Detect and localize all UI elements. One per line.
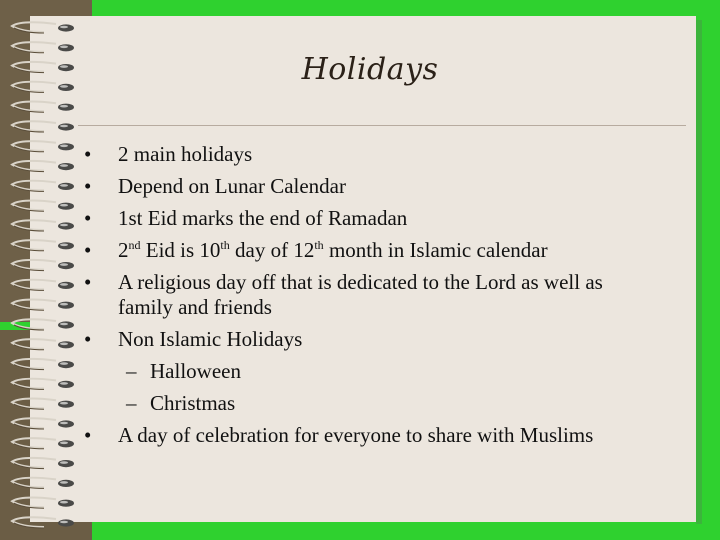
spiral-ring-icon: [12, 181, 74, 192]
spiral-ring-icon: [12, 339, 74, 350]
spiral-ring-icon: [12, 478, 74, 489]
dash-icon: –: [126, 359, 137, 383]
spiral-ring-icon: [12, 399, 74, 410]
list-item-text: A day of celebration for everyone to share with Muslims: [118, 423, 594, 447]
spiral-ring-icon: [12, 240, 74, 251]
spiral-ring-icon: [12, 22, 74, 33]
bullet-icon: •: [84, 174, 92, 198]
spiral-ring-icon: [12, 379, 74, 390]
spiral-ring-icon: [12, 260, 74, 271]
spiral-ring-icon: [12, 102, 74, 113]
bullet-icon: •: [84, 142, 92, 166]
spiral-ring-icon: [12, 220, 74, 231]
spiral-ring-icon: [12, 280, 74, 291]
list-item-text: 1st Eid marks the end of Ramadan: [118, 206, 408, 230]
spiral-ring-icon: [12, 438, 74, 449]
bullet-icon: •: [84, 238, 92, 262]
spiral-ring-icon: [12, 121, 74, 132]
slide-title: Holidays: [301, 52, 439, 87]
spiral-ring-icon: [12, 141, 74, 152]
list-item-text: A religious day off that is dedicated to the Lord as well as: [118, 270, 603, 294]
list-item-text: family and friends: [118, 295, 272, 319]
bullet-icon: •: [84, 270, 92, 294]
list-item-text: 2nd Eid is 10th day of 12th month in Islamic calendar: [118, 238, 548, 262]
bullet-icon: •: [84, 206, 92, 230]
dash-icon: –: [126, 391, 137, 415]
spiral-ring-icon: [12, 300, 74, 311]
list-item-text: Depend on Lunar Calendar: [118, 174, 346, 198]
spiral-ring-icon: [12, 517, 74, 528]
page-shadow: [696, 20, 702, 524]
spiral-ring-icon: [12, 201, 74, 212]
list-item-text: Non Islamic Holidays: [118, 327, 303, 351]
spiral-ring-icon: [12, 359, 74, 370]
spiral-ring-icon: [12, 458, 74, 469]
bullet-icon: •: [84, 327, 92, 351]
sub-list-item-text: Christmas: [150, 391, 236, 415]
spiral-ring-icon: [12, 418, 74, 429]
spiral-ring-icon: [12, 319, 74, 330]
spiral-ring-icon: [12, 161, 74, 172]
list-item-text: 2 main holidays: [118, 142, 253, 166]
bullet-icon: •: [84, 423, 92, 447]
title-divider: [78, 125, 686, 126]
spiral-ring-icon: [12, 498, 74, 509]
sub-list-item-text: Halloween: [150, 359, 241, 383]
